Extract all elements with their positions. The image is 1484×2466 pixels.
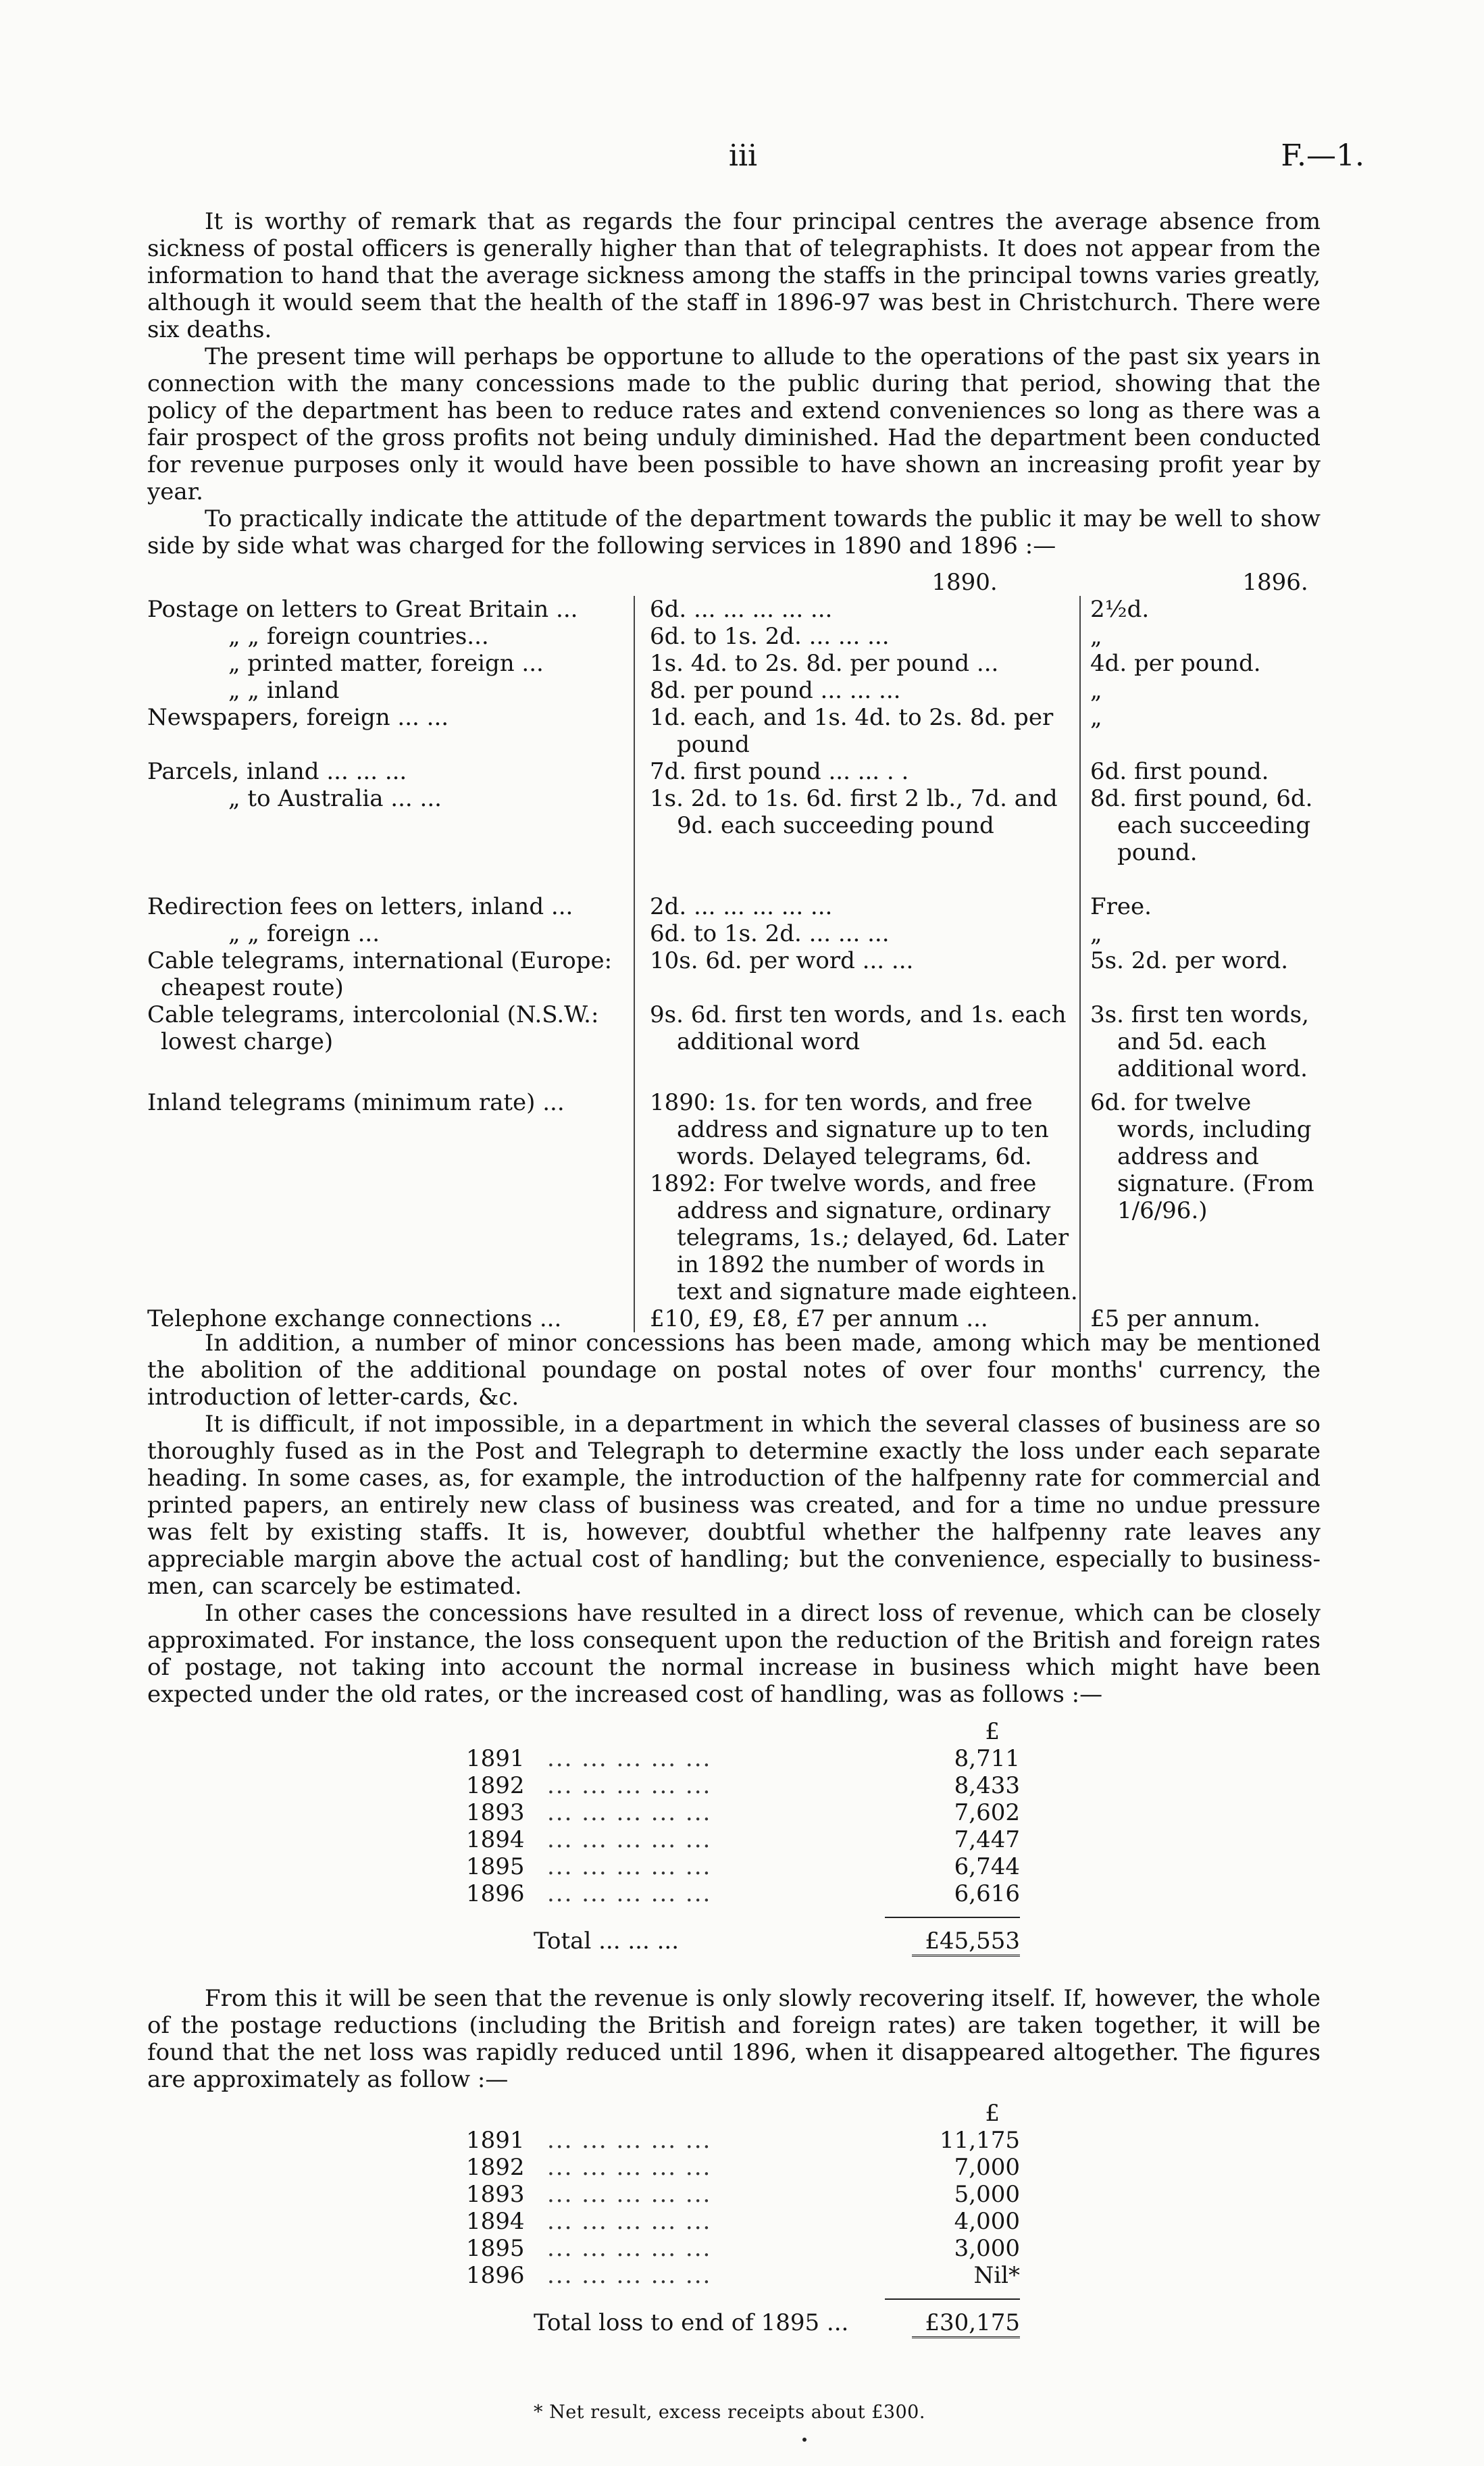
total-row <box>466 2309 1020 2338</box>
leader-dots: ... ... ... ... ... <box>547 1853 712 1880</box>
leader-dots: ... ... ... ... ... <box>547 1745 712 1772</box>
amount-cell: 7,602 <box>954 1799 1020 1826</box>
table-row <box>147 947 1323 1001</box>
table-row <box>466 1799 1020 1826</box>
rate-1890-cell: 7d. first pound ... ... . . <box>634 758 1079 785</box>
service-cell: „ „ foreign ... <box>228 920 380 947</box>
table-row <box>147 650 1323 677</box>
paragraph: In other cases the concessions have resulted in a direct loss of revenue, which can be closely approximated. For instance, the loss consequent upon the reduction of the British and foreign rates of postage, not taking into account the normal increase in business which might have been expected under the old rates, or the increased cost of handling, was as follows :— <box>147 1600 1321 1708</box>
table-row <box>466 2154 1020 2181</box>
currency-symbol: £ <box>985 2100 1000 2127</box>
loss-table-british-foreign <box>466 1718 1020 1957</box>
leader-dots: ... ... ... ... ... <box>547 2154 712 2181</box>
service-cell: „ „ foreign countries... <box>228 623 489 650</box>
table-row <box>147 623 1323 650</box>
table-row <box>466 1853 1020 1880</box>
service-cell: Telephone exchange connections ... <box>147 1305 562 1332</box>
rate-1892-cell: 1892: For twelve words, and free address and signature, ordinary telegrams, 1s.; delayed, 6d. Later in 1892 the number of words in text and signature made eighteen. <box>650 1170 1078 1305</box>
amount-cell: 7,447 <box>954 1826 1020 1853</box>
rate-1896-cell: 2½d. <box>1079 596 1321 623</box>
amount-cell: 7,000 <box>954 2154 1020 2181</box>
total-row <box>466 1928 1020 1957</box>
leader-dots: ... ... ... ... ... <box>547 2181 712 2208</box>
leader-dots: ... ... ... ... ... <box>547 1772 712 1799</box>
leader-dots: ... ... ... ... ... <box>547 2208 712 2235</box>
intro-text <box>147 208 1321 559</box>
table-row <box>147 1305 1323 1332</box>
service-cell: Parcels, inland ... ... ... <box>147 758 407 785</box>
table-row <box>466 2235 1020 2262</box>
total-label: Total ... ... ... <box>534 1928 680 1955</box>
total-label: Total loss to end of 1895 ... <box>534 2309 849 2336</box>
service-cell: Cable telegrams, international (Europe: cheapest route) <box>147 947 613 1001</box>
table-row <box>466 2208 1020 2235</box>
rate-1896-cell: 6d. for twelve words, including address and signature. (From 1/6/96.) <box>1090 1089 1314 1224</box>
middle-text <box>147 1330 1321 1708</box>
rate-1896-cell: „ <box>1079 677 1321 704</box>
total-amount: £30,175 <box>912 2309 1020 2338</box>
rate-1890-cell: 9s. 6d. first ten words, and 1s. each additional word <box>650 1001 1067 1055</box>
service-cell: Newspapers, foreign ... ... <box>147 704 449 731</box>
paragraph: It is difficult, if not impossible, in a department in which the several classes of business are so thoroughly fused as in the Post and Telegraph to determine exactly the loss under each separate heading. In some cases, as, for example, the introduction of the halfpenny rate for commercial and printed papers, an entirely new class of business was created, and for a time no undue pressure was felt by existing staffs. It is, however, doubtful whether the halfpenny rate leaves any appreciable margin above the actual cost of handling; but the convenience, especially to business-men, can scarcely be estimated. <box>147 1411 1321 1600</box>
year-cell: 1896 <box>466 2262 525 2289</box>
amount-cell: 4,000 <box>954 2208 1020 2235</box>
rate-1890-cell: 6d. ... ... ... ... ... <box>634 596 1079 623</box>
sum-rule <box>885 1917 1020 1918</box>
service-cell: „ „ inland <box>228 677 340 704</box>
amount-cell: 6,744 <box>954 1853 1020 1880</box>
loss-table-all-postage <box>466 2100 1020 2338</box>
service-cell: „ printed matter, foreign ... <box>228 650 544 677</box>
document-reference: F.—1. <box>1281 139 1364 173</box>
rate-1890-cell: 10s. 6d. per word ... ... <box>634 947 1079 1001</box>
year-cell: 1895 <box>466 1853 525 1880</box>
leader-dots: ... ... ... ... ... <box>547 1799 712 1826</box>
year-cell: 1892 <box>466 1772 525 1799</box>
rate-1896-cell: „ <box>1079 623 1321 650</box>
rate-1890-cell: 8d. per pound ... ... ... <box>634 677 1079 704</box>
service-cell: Inland telegrams (minimum rate) ... <box>147 1089 565 1116</box>
paragraph: The present time will perhaps be opportune to allude to the operations of the past six years in connection with the many concessions made to the public during that period, showing that the policy of the department has been to reduce rates and extend conveniences so long as there was a fair prospect of the gross profits not being unduly diminished. Had the department been conducted for revenue purposes only it would have been possible to have shown an increasing profit year by year. <box>147 343 1321 505</box>
rate-1890-cell: 1s. 4d. to 2s. 8d. per pound ... <box>634 650 1079 677</box>
year-cell: 1891 <box>466 2127 525 2154</box>
table-row <box>466 1745 1020 1772</box>
paragraph: From this it will be seen that the revenue is only slowly recovering itself. If, however, the whole of the postage reductions (including the British and foreign rates) are taken together, it will be found that the net loss was rapidly reduced until 1896, when it disappeared altogether. The figures are approximately as follow :— <box>147 1985 1321 2093</box>
year-cell: 1894 <box>466 1826 525 1853</box>
page-number: iii <box>728 139 758 173</box>
rate-1890-cell: 1890: 1s. for ten words, and free address and signature up to ten words. Delayed telegrams, 6d. <box>650 1089 1049 1170</box>
rate-1890-cell: 6d. to 1s. 2d. ... ... ... <box>634 920 1079 947</box>
rate-1896-cell: 8d. first pound, 6d. each succeeding pound. <box>1090 785 1313 866</box>
rate-1896-cell: „ <box>1079 920 1321 947</box>
table-row <box>466 1772 1020 1799</box>
rate-1890-cell: 1s. 2d. to 1s. 6d. first 2 lb., 7d. and 9d. each succeeding pound <box>650 785 1058 839</box>
amount-cell: 11,175 <box>940 2127 1020 2154</box>
table-row <box>466 2262 1020 2289</box>
year-cell: 1893 <box>466 2181 525 2208</box>
table-row <box>147 785 1323 866</box>
paragraph: In addition, a number of minor concessions has been made, among which may be mentioned the abolition of the additional poundage on postal notes of over four months' currency, the introduction of letter-cards, &c. <box>147 1330 1321 1411</box>
leader-dots: ... ... ... ... ... <box>547 2235 712 2262</box>
table-row <box>147 920 1323 947</box>
rate-1896-cell: 6d. first pound. <box>1079 758 1321 785</box>
rate-1890-cell: 2d. ... ... ... ... ... <box>634 893 1079 920</box>
rate-1896-cell: Free. <box>1079 893 1321 920</box>
currency-symbol: £ <box>985 1718 1000 1745</box>
recovery-text <box>147 1985 1321 2093</box>
amount-cell: Nil* <box>973 2262 1020 2289</box>
amount-cell: 8,433 <box>954 1772 1020 1799</box>
year-cell: 1894 <box>466 2208 525 2235</box>
table-row <box>466 1826 1020 1853</box>
service-cell: Redirection fees on letters, inland ... <box>147 893 573 920</box>
table-row <box>466 1880 1020 1907</box>
leader-dots: ... ... ... ... ... <box>547 1880 712 1907</box>
table-spacer <box>147 1082 1323 1089</box>
table-row <box>147 893 1323 920</box>
total-amount: £45,553 <box>912 1928 1020 1957</box>
rate-1890-cell: 1d. each, and 1s. 4d. to 2s. 8d. per pound <box>650 704 1054 758</box>
leader-dots: ... ... ... ... ... <box>547 1826 712 1853</box>
column-header-1890: 1890. <box>931 569 998 596</box>
table-row <box>466 2127 1020 2154</box>
year-cell: 1893 <box>466 1799 525 1826</box>
amount-cell: 6,616 <box>954 1880 1020 1907</box>
service-cell: Cable telegrams, intercolonial (N.S.W.: lowest charge) <box>147 1001 599 1055</box>
amount-cell: 3,000 <box>954 2235 1020 2262</box>
year-cell: 1896 <box>466 1880 525 1907</box>
paragraph: It is worthy of remark that as regards the four principal centres the average absence from sickness of postal officers is generally higher than that of telegraphists. It does not appear from the information to hand that the average sickness among the staffs in the principal towns varies greatly, although it would seem that the health of the staff in 1896-97 was best in Christchurch. There were six deaths. <box>147 208 1321 343</box>
amount-cell: 8,711 <box>954 1745 1020 1772</box>
rate-1890-cell: 6d. to 1s. 2d. ... ... ... <box>634 623 1079 650</box>
table-row <box>147 1001 1323 1082</box>
table-row <box>147 677 1323 704</box>
service-cell: Postage on letters to Great Britain ... <box>147 596 578 623</box>
rate-1890-cell: £10, £9, £8, £7 per annum ... <box>634 1305 1079 1332</box>
rate-1896-cell: 3s. first ten words, and 5d. each additional word. <box>1090 1001 1309 1082</box>
column-header-1896: 1896. <box>1242 569 1308 596</box>
printer-mark <box>802 2438 807 2442</box>
year-cell: 1895 <box>466 2235 525 2262</box>
footnote: * Net result, excess receipts about £300. <box>534 2402 925 2423</box>
leader-dots: ... ... ... ... ... <box>547 2127 712 2154</box>
table-row <box>147 704 1323 758</box>
table-header <box>147 569 1323 596</box>
rate-1896-cell: 5s. 2d. per word. <box>1079 947 1321 1001</box>
table-row <box>466 2181 1020 2208</box>
table-row <box>147 596 1323 623</box>
rate-1896-cell: „ <box>1079 704 1321 758</box>
rate-1896-cell: 4d. per pound. <box>1079 650 1321 677</box>
year-cell: 1891 <box>466 1745 525 1772</box>
sum-rule <box>885 2298 1020 2300</box>
table-row <box>147 758 1323 785</box>
service-cell: „ to Australia ... ... <box>228 785 442 812</box>
rate-1896-cell: £5 per annum. <box>1079 1305 1321 1332</box>
leader-dots: ... ... ... ... ... <box>547 2262 712 2289</box>
table-row <box>147 1089 1323 1305</box>
rates-comparison-table <box>147 569 1323 1332</box>
amount-cell: 5,000 <box>954 2181 1020 2208</box>
year-cell: 1892 <box>466 2154 525 2181</box>
paragraph: To practically indicate the attitude of the department towards the public it may be well to show side by side what was charged for the following services in 1890 and 1896 :— <box>147 505 1321 559</box>
table-spacer <box>147 866 1323 893</box>
